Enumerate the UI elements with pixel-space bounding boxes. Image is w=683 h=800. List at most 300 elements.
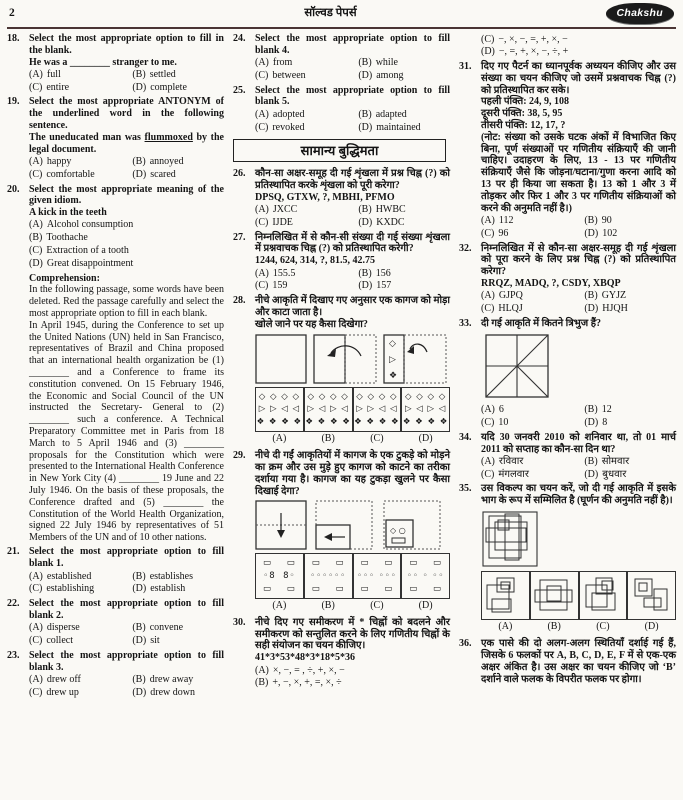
option-a: [29, 570, 132, 583]
option-text: 156: [375, 267, 391, 279]
question-text: निम्नलिखित में से कौन-सा अक्षर-समूह दी गई शृंखला को पूरा करने के लिए प्रश्न चिह्न (?) को प्रतिस्थापित करेगा?: [481, 242, 676, 278]
option-label: (A): [481, 290, 495, 302]
question-text: एक पासे की दो अलग-अलग स्थितियाँ दर्शाई गई हैं, जिसके 6 फलकों पर A, B, C, D, E, F में से एक-एक अक्षर अंकित है। उस अक्षर का चयन कीजिए जो ‘B’ दर्शाने वाले फलक के विपरीत फलक पर होगा।: [481, 638, 676, 685]
q28-figure-option-a: ◇ ◇ ◇ ◇ ▷ ▷ ◁ ◁ ❖ ❖ ❖ ❖: [255, 387, 304, 432]
option-text: 12: [601, 404, 612, 416]
option-text: happy: [46, 155, 72, 167]
option-c: [255, 121, 358, 134]
option-label: (A): [255, 267, 269, 279]
options: [481, 455, 676, 481]
option-a: [255, 267, 358, 280]
question-number: 29.: [233, 450, 246, 462]
option-text: sit: [150, 635, 160, 647]
option-label: (A): [29, 68, 43, 80]
question-number: 31.: [459, 61, 472, 73]
option-label: (B): [358, 57, 372, 69]
option-text: रविवार: [498, 455, 524, 467]
option-d: [132, 686, 224, 699]
option-text: convene: [149, 622, 184, 634]
number-series: 1244, 624, 314, ?, 81.5, 42.75: [255, 255, 375, 267]
option-text: HLQJ: [498, 303, 523, 315]
options: [255, 57, 450, 83]
option-d: [358, 121, 450, 134]
option-label: (C): [29, 686, 43, 698]
column-left: [7, 33, 224, 702]
pattern-row-3: तीसरी पंक्ति: 12, 17, ?: [481, 120, 566, 132]
option-text: KXDC: [376, 216, 405, 228]
option-label: (A): [481, 214, 495, 226]
option-d: [481, 46, 676, 59]
option-text: 96: [498, 227, 509, 239]
option-a: [29, 68, 132, 81]
option-label: (B): [584, 404, 598, 416]
q28-fold-step-2: [313, 334, 377, 384]
option-c: [29, 583, 132, 596]
pattern-row-1: पहली पंक्ति: 24, 9, 108: [481, 96, 570, 108]
q29-figure-option-labels: (A) (B) (C) (D): [272, 599, 433, 611]
option-label: (C): [481, 33, 495, 45]
page-header: [7, 3, 676, 29]
question-text: Select the most appropriate option to fill blank 2.: [29, 598, 224, 621]
option-d: [132, 635, 224, 648]
q29-figure-option-b: ▭ ▭ ◦◦◦◦◦◦ ▭ ▭: [304, 553, 353, 598]
option-label: (B): [584, 290, 598, 302]
q28-paper-fold-figure: [255, 334, 450, 384]
underlined-word: flummoxed: [144, 131, 193, 143]
column-right: [459, 33, 676, 702]
option-label: (D): [584, 227, 599, 239]
option-label: (C): [29, 635, 43, 647]
question-number: 28.: [233, 295, 246, 307]
question-text: Select the most appropriate meaning of the given idiom.: [29, 183, 224, 207]
svg-text:▷: ▷: [389, 354, 396, 365]
option-c: [255, 69, 358, 82]
letter-series: DPSQ, GTXW, ?, MBHI, PFMO: [255, 191, 395, 203]
option-label: (A): [29, 570, 43, 582]
option-d: [584, 468, 676, 481]
option-c: [481, 416, 584, 429]
option-label: (C): [255, 121, 269, 133]
option-d: [358, 280, 450, 293]
question-text: Select the most appropriate option to fill blank 5.: [255, 84, 450, 108]
question-number: 19.: [7, 96, 20, 108]
question-31: [459, 61, 676, 240]
option-label: (B): [132, 570, 146, 582]
option-label: (B): [29, 232, 43, 244]
option-label: (B): [358, 204, 372, 216]
option-label: (B): [132, 155, 146, 167]
options-ab: [255, 664, 450, 690]
option-text: entire: [46, 81, 70, 93]
option-label: (B): [584, 214, 598, 226]
option-c: [481, 33, 676, 46]
q35-answer-figures: [481, 571, 676, 620]
question-number: 34.: [459, 431, 472, 443]
option-label: (D): [132, 81, 147, 93]
option-a: [29, 219, 224, 232]
option-b: [132, 68, 224, 81]
question-text: Select the most appropriate option to fill blank 4.: [255, 33, 450, 56]
option-text: drew away: [149, 673, 194, 685]
option-b: [358, 204, 450, 217]
option-c: [29, 245, 224, 258]
option-a: [29, 622, 132, 635]
option-label: (D): [584, 468, 599, 480]
option-label: (C): [255, 280, 269, 292]
question-number: 18.: [7, 33, 20, 44]
option-label: (A): [29, 673, 43, 685]
option-b: [132, 673, 224, 686]
option-c: [29, 635, 132, 648]
question-text: नीचे दिए गए समीकरण में * चिह्नों को बदलने और समीकरण को सन्तुलित करने के लिए गणितीय चिह्नों के सही संयोजन का चयन कीजिए।: [255, 616, 450, 652]
option-text: मंगलवार: [498, 468, 529, 480]
option-d: [584, 303, 676, 316]
q28-fold-step-1: [255, 334, 307, 384]
option-label: (A): [29, 219, 43, 231]
option-a: [481, 455, 584, 468]
option-text: drew up: [46, 686, 79, 698]
option-label: (B): [132, 673, 146, 685]
option-label: (A): [29, 622, 43, 634]
option-b: [132, 622, 224, 635]
q35-figure-option-d: [627, 571, 676, 620]
option-text: Great disappointment: [46, 257, 134, 269]
option-text: Alcohol consumption: [46, 219, 134, 231]
options: [255, 267, 450, 293]
option-label: (C): [481, 303, 495, 315]
question-text: उस विकल्प का चयन करें, जो दी गई आकृति में इसके भाग के रूप में सम्मिलित है (घूर्णन की अनुमति नहीं है)।: [481, 483, 676, 507]
option-a: [255, 108, 358, 121]
q28-figure-option-b: ◇ ◇ ◇ ◇ ▷ ◁ ▷ ◁ ❖ ❖ ❖ ❖: [304, 387, 353, 432]
question-18: [7, 33, 224, 94]
option-text: 157: [376, 280, 392, 292]
option-text: scared: [150, 168, 176, 180]
option-text: annoyed: [149, 155, 184, 167]
comprehension-title: Comprehension:: [29, 272, 100, 284]
question-number: 35.: [459, 483, 472, 495]
option-text: revoked: [272, 121, 305, 133]
option-d: [29, 257, 224, 270]
option-text: 159: [272, 280, 288, 292]
option-text: maintained: [376, 121, 421, 133]
option-label: (B): [584, 455, 598, 467]
option-text: 155.5: [272, 267, 296, 279]
page-title: सॉल्वड पेपर्स: [304, 6, 357, 19]
option-d: [132, 168, 224, 181]
option-b: [358, 108, 450, 121]
q29-fold-step-2: [315, 500, 377, 550]
options: [255, 108, 450, 134]
options: [29, 673, 224, 699]
q35-figure-option-c: [579, 571, 628, 620]
question-21: [7, 546, 224, 595]
option-label: (A): [255, 664, 269, 676]
question-number: 32.: [459, 242, 472, 254]
option-label: (C): [29, 245, 43, 257]
option-label: (B): [132, 622, 146, 634]
question-20: [7, 184, 224, 271]
question-text: निम्नलिखित में से कौन-सी संख्या दी गई संख्या शृंखला में प्रश्नवाचक चिह्न (?) को प्रतिस्थापित करेगी?: [255, 231, 450, 255]
option-label: (C): [29, 168, 43, 180]
option-text: 90: [601, 214, 612, 226]
q28-answer-figures: [255, 387, 450, 432]
q35-embedded-figure-main: [481, 510, 676, 568]
option-label: (D): [358, 121, 373, 133]
q35-figure-option-a: [481, 571, 530, 620]
option-label: (C): [481, 416, 495, 428]
option-text: −, ×, −, =, +, ×, −: [498, 33, 568, 45]
option-text: established: [46, 570, 92, 582]
option-label: (B): [132, 68, 146, 80]
q35-figure-option-labels: (A) (B) (C) (D): [498, 621, 659, 632]
option-label: (C): [29, 583, 43, 595]
option-text: HWBC: [375, 204, 406, 216]
option-c: [481, 227, 584, 240]
option-text: 8: [602, 416, 608, 428]
section-header-general-intelligence: सामान्य बुद्धिमता: [233, 139, 446, 162]
comprehension-passage: In April 1945, during the Conference to set up the United Nations (UN) held in San Francisco, representatives of Brazil and China proposed that an international health organization be (1) ________ and a Conference to frame its constitution convened. On 15 February 1946, the Economic and Social Council of the UN instructed the Secretary- General to (2) ________ such a conference. A Technical Preparatory Committee met in Paris from 18 March to 5 April 1946 and (3) ________ proposals for the Constitution which were presented to the International Health Conference in New York City (4) ________ 19 June and 22 July 1946. On the basis of these proposals, the Conference drafted and (5) ________ the Constitution of the World Health Organization, signed 22 July 1946 by representatives of 51 Members of the UN and of 10 other nations.: [29, 319, 224, 544]
q28-fold-step-3: [383, 334, 447, 384]
option-label: (A): [255, 204, 269, 216]
q33-triangle-count-figure: [481, 333, 676, 401]
question-23: [7, 650, 224, 699]
option-c: [481, 303, 584, 316]
question-number: 24.: [233, 33, 246, 44]
option-label: (C): [255, 216, 269, 228]
option-label: (D): [132, 583, 147, 595]
option-b: [255, 677, 450, 690]
option-b: [584, 404, 676, 417]
question-text: कौन-सा अक्षर-समूह दी गई शृंखला में प्रश्न चिह्न (?) को प्रतिस्थापित करके शृंखला को पूरी करेगा?: [255, 168, 450, 191]
chakshu-logo: Chakshu: [606, 3, 674, 23]
option-label: (B): [358, 267, 372, 279]
option-label: (A): [255, 108, 269, 120]
question-34: [459, 432, 676, 481]
svg-text:◇: ◇: [389, 338, 396, 349]
option-text: HJQH: [602, 303, 628, 315]
option-a: [255, 57, 358, 70]
question-19: [7, 96, 224, 181]
option-text: JXCC: [272, 204, 298, 216]
option-b: [584, 290, 676, 303]
question-36: [459, 638, 676, 685]
option-c: [29, 686, 132, 699]
option-d: [358, 69, 450, 82]
question-32: [459, 243, 676, 316]
q28-figure-option-labels: (A) (B) (C) (D): [272, 432, 433, 444]
note-text: (नोट: संख्या को उसके घटक अंकों में विभाजित किए बिना, पूर्ण संख्याओं पर गणितीय संक्रियाएँ की जानी चाहिए। उदाहरण के लिए, 13 - 13 पर गणितीय संक्रियाएँ जैसे कि जोड़ना/घटाना/गुणा करना आदि को 13 पर ही किया जा सकता है। 13 को 1 और 3 में तोड़कर और फिर 1 और 3 पर गणितीय संक्रियाओं को करने की अनुमति नहीं है।): [481, 131, 676, 214]
options: [29, 570, 224, 596]
option-label: (D): [481, 46, 495, 58]
question-number: 33.: [459, 317, 472, 329]
option-a: [29, 673, 132, 686]
option-text: establishing: [46, 583, 95, 595]
question-text: यदि 30 जनवरी 2010 को शनिवार था, तो 01 मार्च 2011 को सप्ताह का कौन-सा दिन था?: [481, 431, 676, 455]
option-text: establishes: [149, 570, 194, 582]
q29-answer-figures: [255, 553, 450, 598]
option-a: [481, 404, 584, 417]
option-a: [481, 214, 584, 227]
svg-text:◇ ○: ◇ ○: [390, 526, 406, 536]
option-a: [255, 664, 450, 677]
option-text: full: [46, 68, 61, 80]
question-35: [459, 483, 676, 635]
idiom-text: A kick in the teeth: [29, 207, 107, 219]
options: [29, 219, 224, 270]
q28-figure-option-c: ◇ ◇ ◇ ◇ ▷ ▷ ◁ ◁ ❖ ❖ ❖ ❖: [353, 387, 402, 432]
options: [481, 290, 676, 316]
option-text: बुधवार: [602, 468, 627, 480]
option-c: [29, 81, 132, 94]
equation: 41*3*53*48*3*18*5*36: [255, 652, 355, 664]
option-label: (D): [29, 257, 43, 269]
q29-figure-option-c: ▭ ▭ ◦◦◦ ◦◦◦ ▭ ▭: [353, 553, 402, 598]
options: [29, 622, 224, 648]
option-text: ×, −, = , ÷, +, ×, −: [272, 664, 345, 676]
question-26: [233, 168, 450, 229]
option-text: from: [272, 57, 293, 69]
option-label: (C): [255, 69, 269, 81]
option-b: [132, 155, 224, 168]
options: [255, 204, 450, 230]
page-number: 2: [9, 6, 15, 19]
option-text: 6: [498, 404, 504, 416]
option-a: [29, 155, 132, 168]
question-text: दिए गए पैटर्न का ध्यानपूर्वक अध्ययन कीजिए और उस संख्या का चयन कीजिए जो उसमें प्रश्नवाचक चिह्न (?) को प्रतिस्थापित कर सके।: [481, 61, 676, 96]
option-d: [358, 216, 450, 229]
option-text: 102: [602, 227, 618, 239]
option-b: [132, 570, 224, 583]
three-column-layout: [7, 33, 676, 702]
option-b: [584, 455, 676, 468]
question-number: 30.: [233, 616, 246, 628]
option-label: (D): [358, 69, 373, 81]
question-30: [233, 617, 450, 690]
question-number: 21.: [7, 546, 20, 558]
option-label: (D): [132, 635, 147, 647]
question-sentence: He was a ________ stranger to me.: [29, 56, 177, 68]
options: [29, 155, 224, 181]
option-label: (A): [255, 57, 269, 69]
option-text: settled: [149, 68, 176, 80]
option-a: [255, 204, 358, 217]
question-24: [233, 33, 450, 82]
option-text: Extraction of a tooth: [46, 245, 129, 257]
option-text: सोमवार: [601, 455, 630, 467]
option-label: (D): [358, 216, 373, 228]
question-33: [459, 318, 676, 429]
question-text: दी गई आकृति में कितने त्रिभुज हैं?: [481, 317, 601, 329]
q29-paper-fold-figure: [255, 500, 450, 550]
question-number: 22.: [7, 598, 20, 610]
option-label: (D): [358, 280, 373, 292]
comprehension-block: [7, 273, 224, 544]
option-text: among: [376, 69, 404, 81]
column-middle: [233, 33, 450, 702]
q35-figure-option-b: [530, 571, 579, 620]
question-30-options-cd: [459, 33, 676, 59]
question-number: 36.: [459, 638, 472, 650]
question-number: 23.: [7, 649, 20, 661]
option-d: [132, 81, 224, 94]
option-text: complete: [150, 81, 187, 93]
option-label: (C): [29, 81, 43, 93]
option-text: drew off: [46, 673, 81, 685]
question-text: Select the most appropriate ANTONYM of the underlined word in the following sentence.: [29, 96, 224, 132]
option-text: Toothache: [46, 232, 88, 244]
option-text: comfortable: [46, 168, 95, 180]
option-d: [584, 416, 676, 429]
question-number: 20.: [7, 183, 20, 195]
question-29: [233, 450, 450, 614]
option-text: drew down: [150, 686, 195, 698]
q29-figure-option-d: ▭ ▭ ◦◦ ◦ ◦◦ ▭ ▭: [401, 553, 450, 598]
option-label: (A): [481, 455, 495, 467]
option-d: [584, 227, 676, 240]
option-text: GYJZ: [601, 290, 627, 302]
q28-figure-option-d: ◇ ◇ ◇ ◇ ▷ ◁ ▷ ◁ ❖ ❖ ❖ ❖: [401, 387, 450, 432]
question-text: नीचे दी गईं आकृतियों में कागज के एक टुकड़े को मोड़ने का क्रम और उस मुड़े हुए कागज को काटने का तरीका दर्शाया गया है। कागज का यह टुकड़ा खुलने पर कैसा दिखाई देगा?: [255, 450, 450, 497]
option-b: [29, 232, 224, 245]
q29-fold-step-3: [383, 500, 445, 550]
option-label: (D): [584, 416, 599, 428]
question-number: 25.: [233, 84, 246, 96]
option-b: [358, 267, 450, 280]
option-text: collect: [46, 635, 73, 647]
options: [481, 404, 676, 430]
option-text: between: [272, 69, 306, 81]
option-label: (D): [584, 303, 599, 315]
option-text: adapted: [375, 108, 407, 120]
question-number: 26.: [233, 168, 246, 180]
option-label: (A): [29, 155, 43, 167]
option-text: adopted: [272, 108, 305, 120]
question-number: 27.: [233, 231, 246, 243]
question-text: नीचे आकृति में दिखाए गए अनुसार एक कागज को मोड़ा और काटा जाता है।: [255, 295, 450, 318]
option-text: 10: [498, 416, 509, 428]
option-a: [481, 290, 584, 303]
option-c: [29, 168, 132, 181]
option-text: GJPQ: [498, 290, 523, 302]
option-label: (C): [481, 468, 495, 480]
option-d: [132, 583, 224, 596]
question-text: Select the most appropriate option to fill blank 3.: [29, 649, 224, 673]
svg-text:❖: ❖: [389, 370, 398, 381]
option-text: −, =, +, ×, −, ÷, +: [498, 46, 569, 58]
option-c: [255, 216, 358, 229]
option-text: +, −, ×, +, =, ×, ÷: [272, 677, 342, 689]
question-text: Select the most appropriate option to fill blank 1.: [29, 546, 224, 570]
option-c: [255, 280, 358, 293]
pattern-row-2: दूसरी पंक्ति: 38, 5, 95: [481, 108, 563, 120]
question-text: Select the most appropriate option to fill in the blank.: [29, 33, 224, 56]
option-label: (D): [132, 686, 147, 698]
option-b: [358, 57, 450, 70]
options: [29, 68, 224, 94]
option-c: [481, 468, 584, 481]
question-28: [233, 295, 450, 447]
option-label: (D): [132, 168, 147, 180]
option-text: disperse: [46, 622, 80, 634]
option-label: (C): [481, 227, 495, 239]
option-text: IJDE: [272, 216, 293, 228]
option-label: (A): [481, 404, 495, 416]
question-sentence: The uneducated man was flummoxed by the legal document.: [29, 131, 224, 155]
option-label: (B): [255, 677, 269, 689]
logo-container: [582, 3, 674, 23]
options-cd: [481, 33, 676, 59]
question-25: [233, 85, 450, 134]
